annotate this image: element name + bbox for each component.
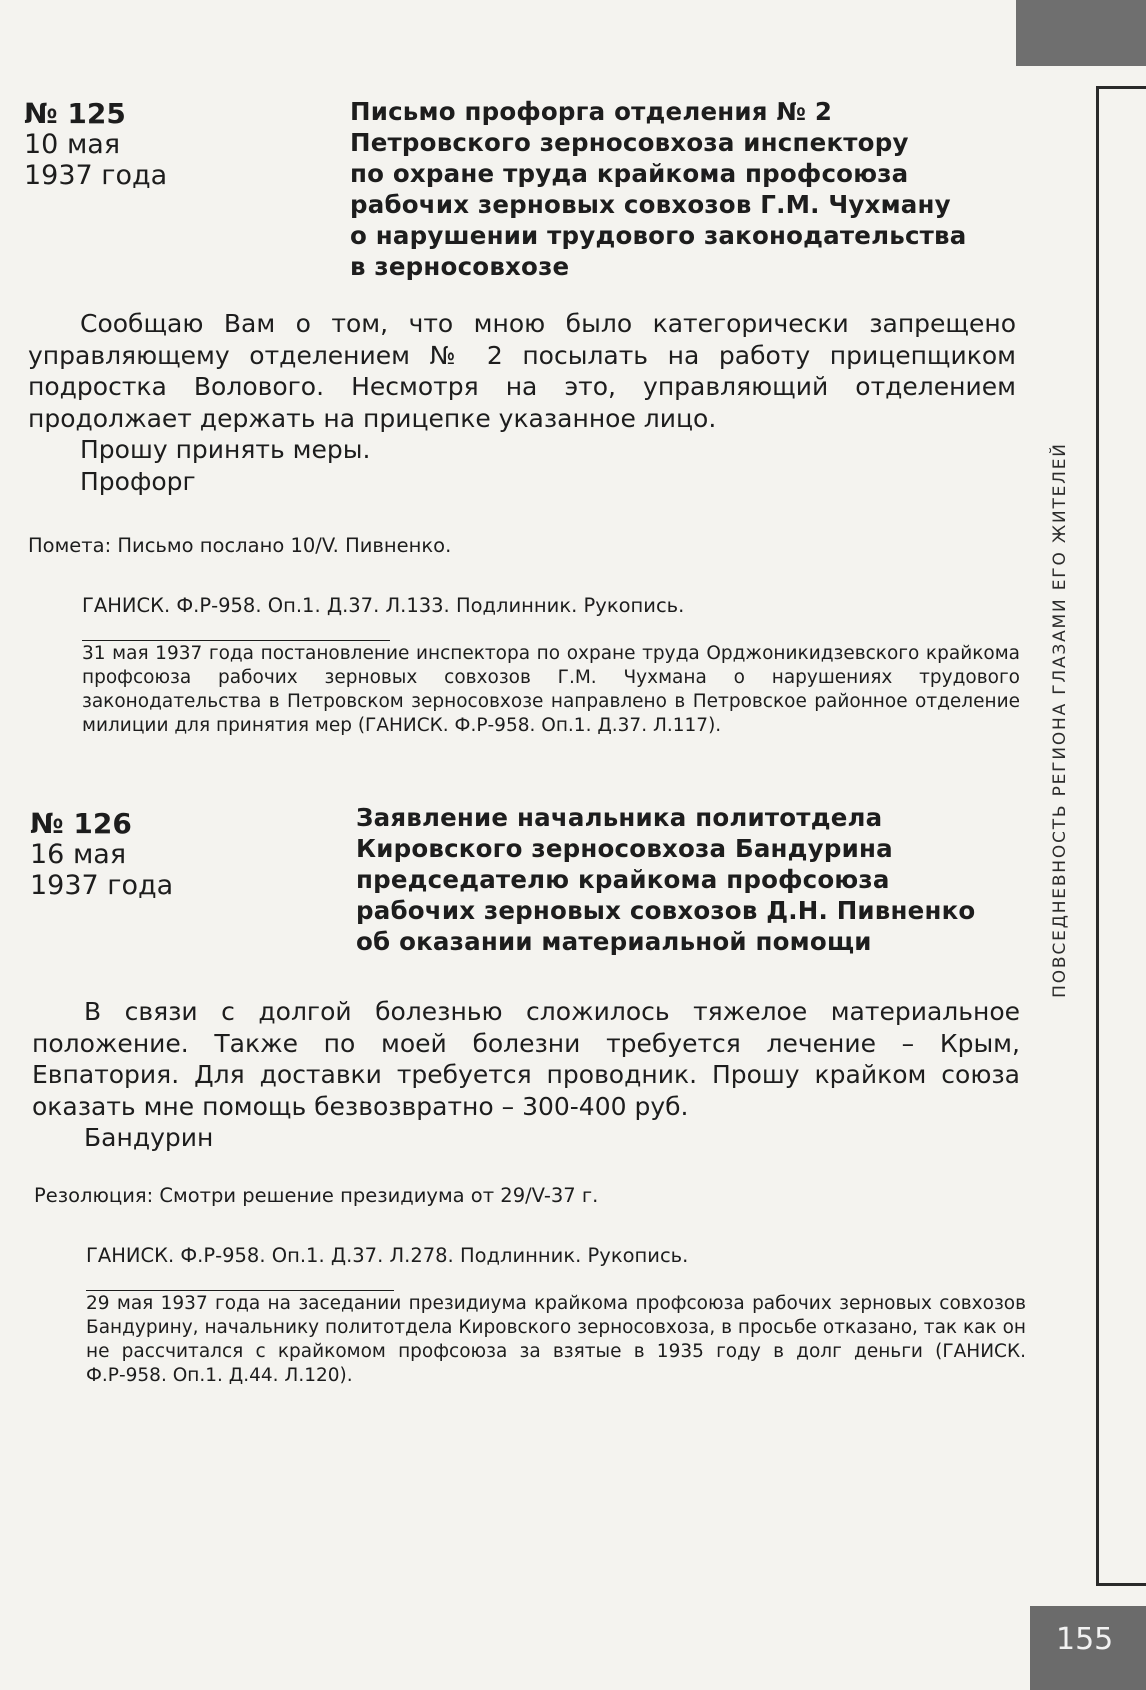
doc-125-signature: Профорг bbox=[80, 466, 196, 496]
doc-126-body bbox=[32, 996, 1020, 1154]
doc-126-resolution: Резолюция: Смотри решение президиума от 29/V-37 г. bbox=[34, 1184, 599, 1207]
heading-line: по охране труда крайкома профсоюза bbox=[350, 159, 909, 188]
doc-125-note: Помета: Письмо послано 10/V. Пивненко. bbox=[28, 534, 452, 557]
side-running-title bbox=[1050, 442, 1100, 998]
heading-line: рабочих зерновых совхозов Д.Н. Пивненко bbox=[356, 896, 976, 925]
doc-126-date-year: 1937 года bbox=[30, 870, 174, 901]
doc-126-number: № 126 bbox=[30, 807, 132, 840]
footnote-divider bbox=[82, 640, 390, 641]
doc-126-heading bbox=[356, 802, 975, 957]
doc-125-paragraph: Сообщаю Вам о том, что мною было категорически запрещено управляющему отделением № 2 посылать на работу прицепщиком подростка Волового. Несмотря на это, управляющий отделением продолжает держать на прицепке указанное лицо. bbox=[28, 309, 1016, 433]
side-frame-decoration bbox=[1096, 86, 1146, 1586]
side-title-text: ПОВСЕДНЕВНОСТЬ РЕГИОНА ГЛАЗАМИ ЕГО ЖИТЕЛЕЙ bbox=[1050, 442, 1070, 998]
doc-125-date-day: 10 мая bbox=[24, 129, 121, 160]
heading-line: Письмо профорга отделения № 2 bbox=[350, 97, 833, 126]
doc-126-archive-ref: ГАНИСК. Ф.Р-958. Оп.1. Д.37. Л.278. Подлинник. Рукопись. bbox=[86, 1244, 689, 1267]
doc-125-heading bbox=[350, 96, 967, 282]
doc-125-number: № 125 bbox=[24, 97, 126, 130]
heading-line: Петровского зерносовхоза инспектору bbox=[350, 128, 909, 157]
heading-line: рабочих зерновых совхозов Г.М. Чухману bbox=[350, 190, 951, 219]
heading-line: Заявление начальника политотдела bbox=[356, 803, 883, 832]
footnote-divider bbox=[86, 1290, 394, 1291]
doc-126-date-day: 16 мая bbox=[30, 839, 127, 870]
page-number: 155 bbox=[1056, 1622, 1114, 1657]
doc-125-date-year: 1937 года bbox=[24, 160, 168, 191]
corner-tab-decoration bbox=[1016, 0, 1146, 66]
doc-125-request: Прошу принять меры. bbox=[80, 435, 371, 464]
doc-126-meta bbox=[30, 808, 173, 901]
doc-125-meta bbox=[24, 98, 167, 191]
heading-line: о нарушении трудового законодательства bbox=[350, 221, 967, 250]
heading-line: председателю крайкома профсоюза bbox=[356, 865, 890, 894]
doc-126-signature: Бандурин bbox=[84, 1123, 214, 1152]
doc-126-footnote: 29 мая 1937 года на заседании президиума крайкома профсоюза рабочих зерновых совхозов Бандурину, начальнику политотдела Кировского зерносовхоза, в просьбе отказано, так как он не рассчитался с крайкомом профсоюза за взятые в 1935 году в долг деньги (ГАНИСК. Ф.Р-958. Оп.1. Д.44. Л.120). bbox=[86, 1293, 1026, 1386]
doc-126-paragraph: В связи с долгой болезнью сложилось тяжелое материальное положение. Также по моей болезни требуется лечение – Крым, Евпатория. Для доставки требуется проводник. Прошу крайком союза оказать мне помощь безвозвратно – 300-400 руб. bbox=[32, 997, 1020, 1121]
doc-125-body bbox=[28, 308, 1016, 497]
heading-line: об оказании материальной помощи bbox=[356, 927, 872, 956]
doc-125-footnote: 31 мая 1937 года постановление инспектора по охране труда Орджоникидзевского крайкома профсоюза рабочих зерновых совхозов Г.М. Чухмана о нарушениях трудового законодательства в Петровском зерносовхозе направлено в Петровское районное отделение милиции для принятия мер (ГАНИСК. Ф.Р-958. Оп.1. Д.37. Л.117). bbox=[82, 643, 1020, 736]
heading-line: Кировского зерносовхоза Бандурина bbox=[356, 834, 893, 863]
doc-125-archive-ref: ГАНИСК. Ф.Р-958. Оп.1. Д.37. Л.133. Подлинник. Рукопись. bbox=[82, 594, 685, 617]
heading-line: в зерносовхозе bbox=[350, 252, 570, 281]
